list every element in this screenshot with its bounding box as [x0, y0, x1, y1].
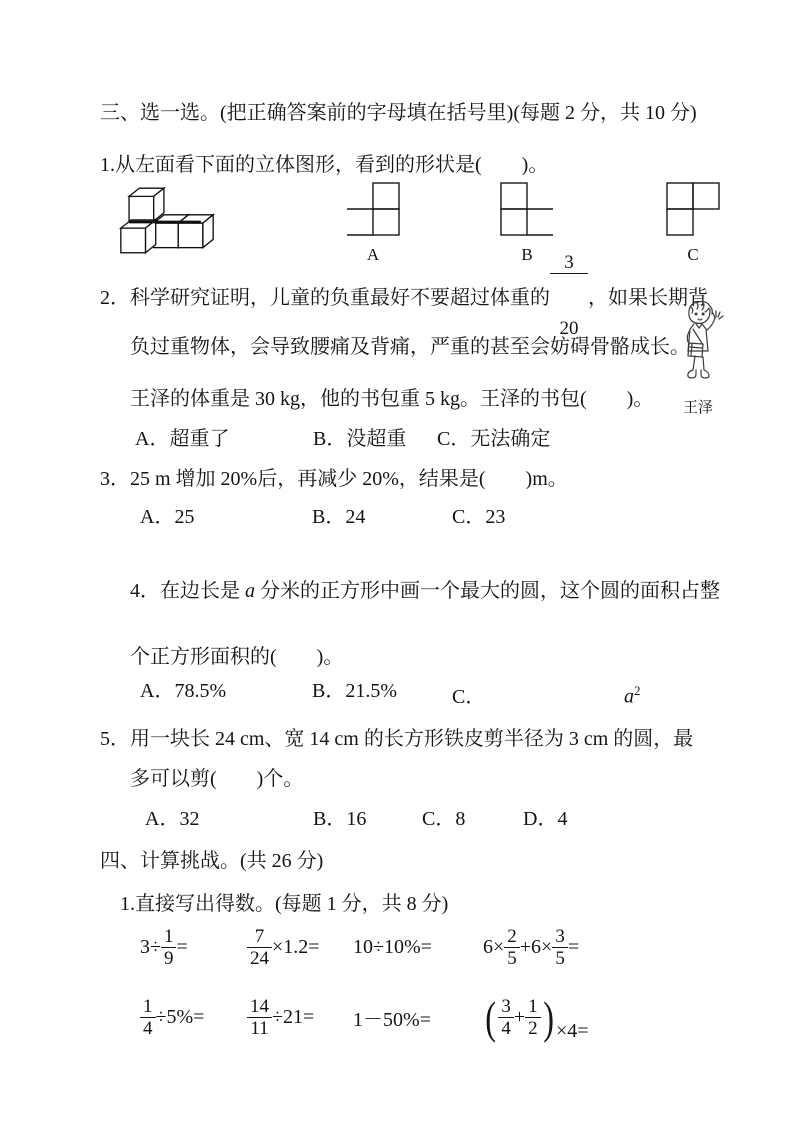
- option-c-label: C．: [452, 685, 486, 708]
- figure-option-c: [666, 182, 720, 264]
- expr-text: =: [176, 936, 188, 959]
- calc-expr-5: [140, 996, 247, 1039]
- calc-row-1: [140, 917, 720, 979]
- expr-text: ×4=: [555, 1019, 589, 1042]
- option-d: D．4: [523, 807, 568, 830]
- fraction-denominator: 11: [250, 1018, 269, 1040]
- fraction-2-5: [504, 926, 520, 969]
- question2-line3: 王泽的体重是 30 kg，他的书包重 5 kg。王泽的书包( )。: [130, 388, 654, 410]
- calc-expr-4: [483, 926, 720, 969]
- figure-option-a: [346, 182, 400, 264]
- expr-text: ÷21=: [272, 1006, 315, 1029]
- variable-a: a: [245, 580, 255, 602]
- question4-line1-post: 分米的正方形中画一个最大的圆，这个圆的面积占整: [255, 580, 720, 602]
- option-b: B．21.5%: [312, 680, 397, 702]
- option-c: C．23: [452, 506, 506, 528]
- question5-line1: 5．用一块长 24 cm、宽 14 cm 的长方形铁皮剪半径为 3 cm 的圆，最: [100, 727, 694, 750]
- figure-label-a: A: [366, 245, 380, 264]
- question5-line2: 多可以剪( )个。: [130, 767, 304, 790]
- figure-option-b: [500, 182, 554, 264]
- shape-b-drawing: [500, 182, 554, 238]
- fraction-denominator: 20: [559, 317, 579, 339]
- question1-figures: [100, 182, 720, 266]
- shape-a-drawing: [346, 182, 400, 238]
- expr-text: ×1.2=: [272, 936, 320, 959]
- fraction-3-4: [498, 996, 514, 1039]
- question5-options: [145, 806, 720, 832]
- fraction-denominator: 4: [143, 1018, 153, 1040]
- cube-solid-drawing: [108, 182, 226, 262]
- open-paren: (: [485, 991, 497, 1043]
- calc-expr-2: [247, 926, 353, 969]
- boy-drawing: [667, 298, 729, 394]
- option-c: [452, 678, 641, 710]
- fraction-denominator: 4: [501, 1018, 511, 1040]
- fraction-numerator: 14: [247, 996, 272, 1018]
- question4-options: [140, 678, 720, 710]
- question3-options: [140, 504, 720, 530]
- fraction-denominator: 2: [528, 1018, 538, 1040]
- paper-content: [100, 100, 720, 1049]
- fraction-numerator: 3: [498, 996, 514, 1018]
- question2-options: [135, 426, 720, 452]
- option-c-variable: a: [624, 685, 634, 708]
- fraction-3-5: [552, 926, 568, 969]
- option-a: A．超重了: [135, 428, 230, 450]
- fraction-numerator: 3: [552, 926, 568, 948]
- fraction-1-4: [140, 996, 156, 1039]
- fraction-numerator: 1: [140, 996, 156, 1018]
- shape-c-drawing: [666, 182, 720, 238]
- question4-line2: 个正方形面积的( )。: [130, 646, 344, 668]
- fraction-numerator: 1: [161, 926, 177, 948]
- fraction-1-2: [525, 996, 541, 1039]
- option-b: B．没超重: [313, 428, 407, 450]
- expr-text: ÷5%=: [155, 1006, 205, 1029]
- expr-text: 3÷: [140, 936, 161, 959]
- expr-text: 10÷10%=: [353, 936, 432, 959]
- expr-text: +: [513, 1006, 526, 1029]
- fraction-1-9: [161, 926, 177, 969]
- question3-text: 3．25 m 增加 20%后，再减少 20%，结果是( )m。: [100, 468, 568, 490]
- figure-label-c: C: [687, 245, 699, 264]
- option-a: A．25: [140, 506, 195, 528]
- question2-line1: [100, 251, 720, 339]
- fraction-numerator: 2: [504, 926, 520, 948]
- fraction-14-11: [247, 996, 272, 1039]
- calc-expr-8: [483, 993, 720, 1043]
- fraction-denominator: 5: [507, 948, 517, 970]
- fraction-numerator: 3: [550, 252, 588, 274]
- question2-line1-post: ，如果长期背: [588, 286, 708, 309]
- fraction-denominator: 9: [163, 948, 174, 970]
- expr-text: 6×: [483, 936, 505, 959]
- fraction-numerator: 1: [525, 996, 541, 1018]
- question4-line1: [100, 552, 720, 630]
- figure-label-b: B: [521, 245, 533, 264]
- fraction-denominator: 24: [250, 948, 269, 970]
- option-b: B．24: [312, 506, 366, 528]
- close-paren: ): [542, 991, 554, 1043]
- calc-expr-6: [247, 996, 353, 1039]
- calc-expr-7: [353, 1003, 483, 1032]
- calc-expr-1: [140, 926, 247, 969]
- fraction-7-24: [247, 926, 272, 969]
- section4-title: 四、计算挑战。(共 26 分): [100, 849, 324, 872]
- fraction-numerator: 7: [247, 926, 272, 948]
- question2-line1-pre: 2．科学研究证明，儿童的负重最好不要超过体重的: [100, 286, 550, 309]
- calc-expr-3: [353, 936, 483, 959]
- question4-line1-pre: 4．在边长是: [130, 580, 245, 602]
- option-a: A．78.5%: [140, 680, 227, 702]
- option-c: C．无法确定: [437, 428, 551, 450]
- fraction-denominator: 5: [555, 948, 565, 970]
- expr-text: 1－50%=: [353, 1009, 431, 1032]
- section3-title: 三、选一选。(把正确答案前的字母填在括号里)(每题 2 分，共 10 分): [100, 102, 697, 124]
- option-b: B．16: [313, 807, 367, 830]
- question2-line2: 负过重物体，会导致腰痛及背痛，严重的甚至会妨碍骨骼成长。: [130, 336, 690, 358]
- option-c-exponent: 2: [634, 683, 641, 698]
- option-a: A．32: [145, 807, 200, 830]
- boy-illustration-label: 王泽: [682, 400, 713, 416]
- option-c: C．8: [422, 807, 466, 830]
- boy-illustration: [666, 298, 730, 417]
- section4-sub1: 1.直接写出得数。(每题 1 分，共 8 分): [120, 892, 449, 915]
- expr-text: +6×: [519, 936, 553, 959]
- cube-solid-figure: [108, 182, 226, 267]
- question1-text: 1.从左面看下面的立体图形，看到的形状是( )。: [100, 154, 549, 176]
- expr-text: =: [567, 936, 580, 959]
- calc-row-2: [140, 987, 720, 1049]
